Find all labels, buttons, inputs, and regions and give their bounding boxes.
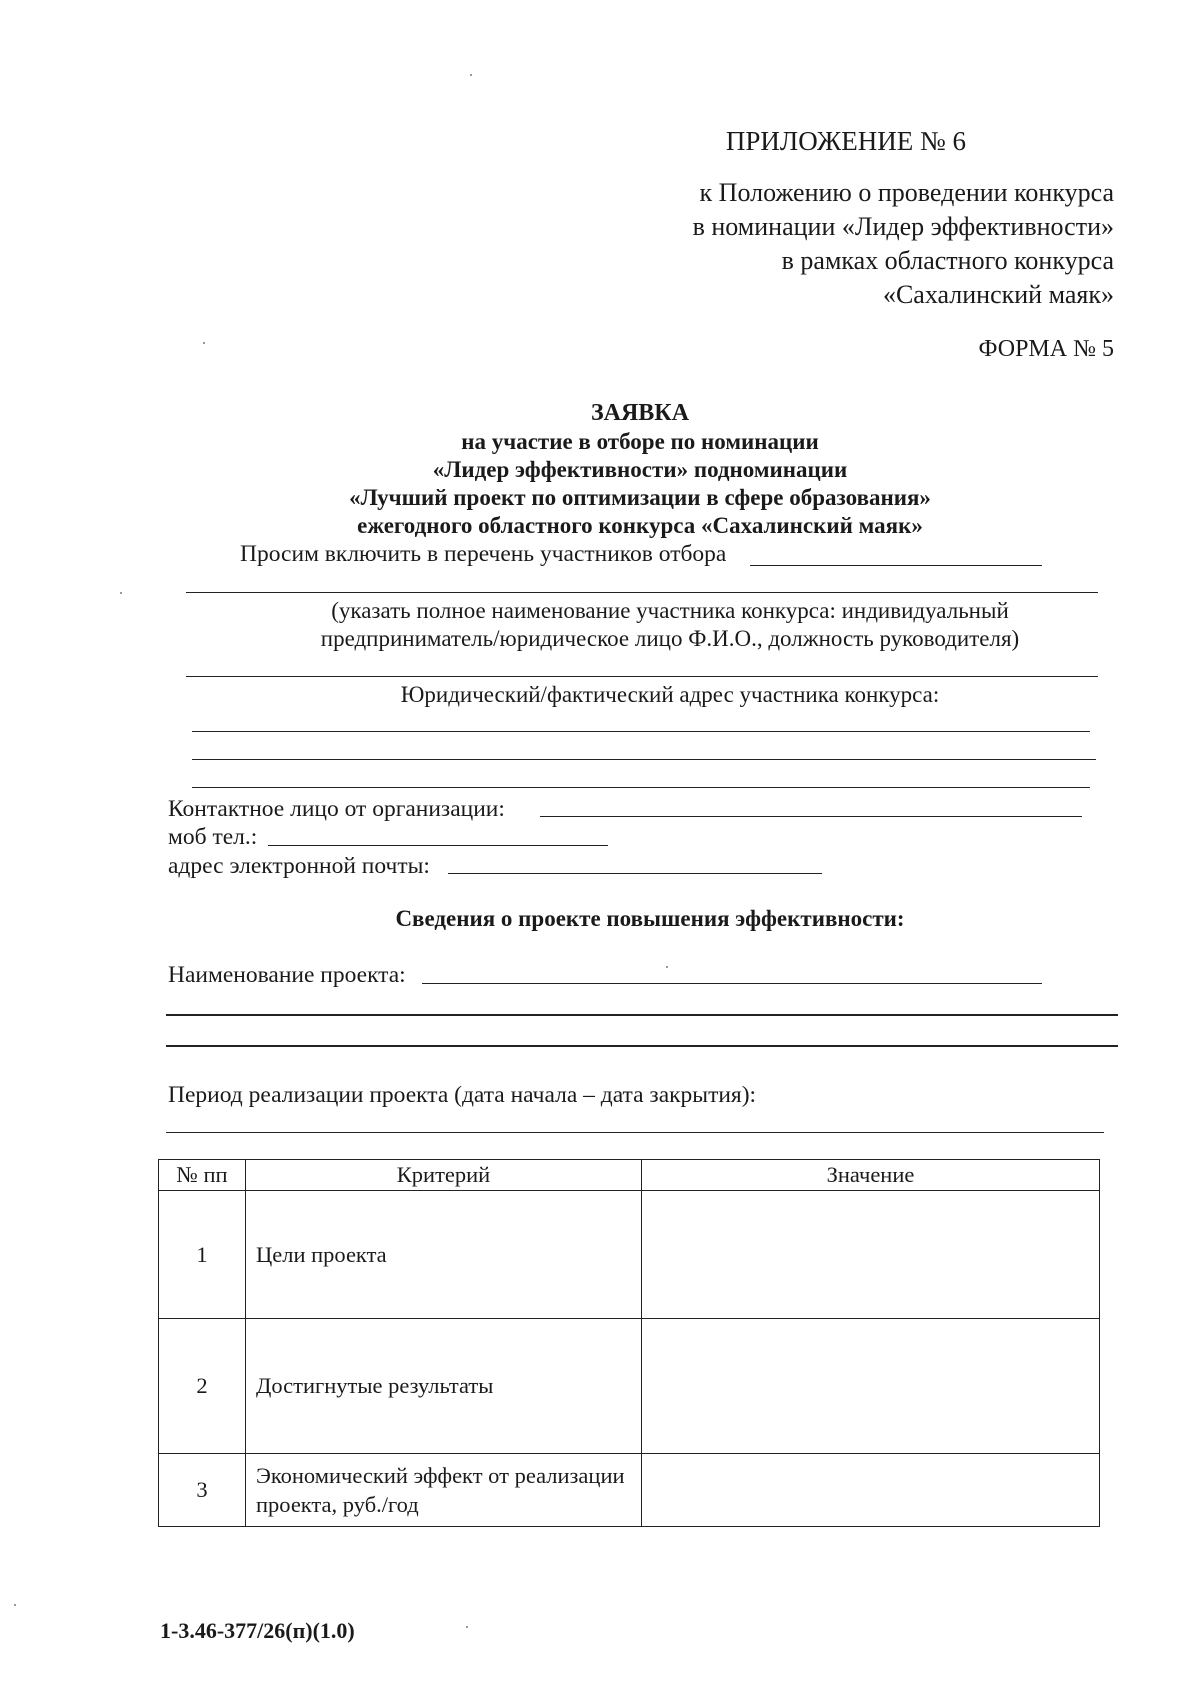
value-cell[interactable] xyxy=(642,1454,1100,1527)
participant-hint: предприниматель/юридическое лицо Ф.И.О., должность руководителя) xyxy=(320,626,1020,651)
project-period-label: Период реализации проекта (дата начала – дата закрытия): xyxy=(168,1082,757,1108)
scan-speck xyxy=(120,592,122,594)
row-number: 3 xyxy=(159,1454,246,1527)
column-header-criterion: Критерий xyxy=(246,1160,642,1191)
criteria-table xyxy=(158,1159,1100,1527)
project-section-title: Сведения о проекте повышения эффективности: xyxy=(395,906,905,931)
scan-speck xyxy=(466,1626,468,1628)
table-header-row xyxy=(159,1160,1100,1191)
form-number: ФОРМА № 5 xyxy=(978,336,1114,362)
table-row xyxy=(159,1454,1100,1527)
project-name-label: Наименование проекта: xyxy=(168,962,406,988)
criterion-cell: Достигнутые результаты xyxy=(246,1319,642,1454)
request-text: Просим включить в перечень участников отбора xyxy=(240,541,727,567)
row-number: 1 xyxy=(159,1191,246,1319)
table-row xyxy=(159,1191,1100,1319)
column-header-value: Значение xyxy=(642,1160,1100,1191)
participant-name-field-line2[interactable] xyxy=(186,592,1098,593)
reference-line: в номинации «Лидер эффективности» xyxy=(692,212,1114,241)
contact-person-field[interactable] xyxy=(540,816,1082,817)
project-name-field-line[interactable] xyxy=(166,1014,1118,1016)
reference-line: в рамках областного конкурса xyxy=(781,246,1114,275)
scan-speck xyxy=(203,342,205,344)
document-title: ЗАЯВКА xyxy=(590,400,690,426)
scan-speck xyxy=(14,1604,16,1606)
criterion-cell: Цели проекта xyxy=(246,1191,642,1319)
project-name-field[interactable] xyxy=(422,983,1042,984)
value-cell[interactable] xyxy=(642,1191,1100,1319)
address-label: Юридический/фактический адрес участника конкурса: xyxy=(400,682,940,707)
row-number: 2 xyxy=(159,1319,246,1454)
reference-line: к Положению о проведении конкурса xyxy=(699,178,1114,207)
mobile-label: моб тел.: xyxy=(168,824,258,850)
mobile-field[interactable] xyxy=(268,845,608,846)
email-field[interactable] xyxy=(448,873,822,874)
title-line: ежегодного областного конкурса «Сахалинский маяк» xyxy=(357,513,923,538)
title-line: на участие в отборе по номинации xyxy=(461,429,819,454)
criterion-cell: Экономический эффект от реализации проекта, руб./год xyxy=(246,1454,642,1527)
document-code: 1-3.46-377/26(п)(1.0) xyxy=(160,1618,355,1643)
participant-name-field[interactable] xyxy=(750,565,1042,566)
address-field-line[interactable] xyxy=(192,731,1090,732)
appendix-title: ПРИЛОЖЕНИЕ № 6 xyxy=(725,126,966,156)
project-period-field[interactable] xyxy=(166,1132,1104,1133)
table-row xyxy=(159,1319,1100,1454)
column-header-number: № пп xyxy=(159,1160,246,1191)
participant-hint: (указать полное наименование участника конкурса: индивидуальный xyxy=(331,598,1009,623)
participant-extra-line[interactable] xyxy=(186,676,1098,677)
address-field-line[interactable] xyxy=(192,759,1096,760)
title-line: «Лидер эффективности» подноминации xyxy=(432,457,848,482)
email-label: адрес электронной почты: xyxy=(168,853,430,879)
scan-speck xyxy=(666,966,668,968)
value-cell[interactable] xyxy=(642,1319,1100,1454)
address-field-line[interactable] xyxy=(192,787,1090,788)
contact-person-label: Контактное лицо от организации: xyxy=(168,796,505,822)
project-name-field-line[interactable] xyxy=(166,1045,1118,1047)
scan-speck xyxy=(470,74,472,76)
reference-line: «Сахалинский маяк» xyxy=(882,280,1114,309)
title-line: «Лучший проект по оптимизации в сфере образования» xyxy=(349,485,931,510)
